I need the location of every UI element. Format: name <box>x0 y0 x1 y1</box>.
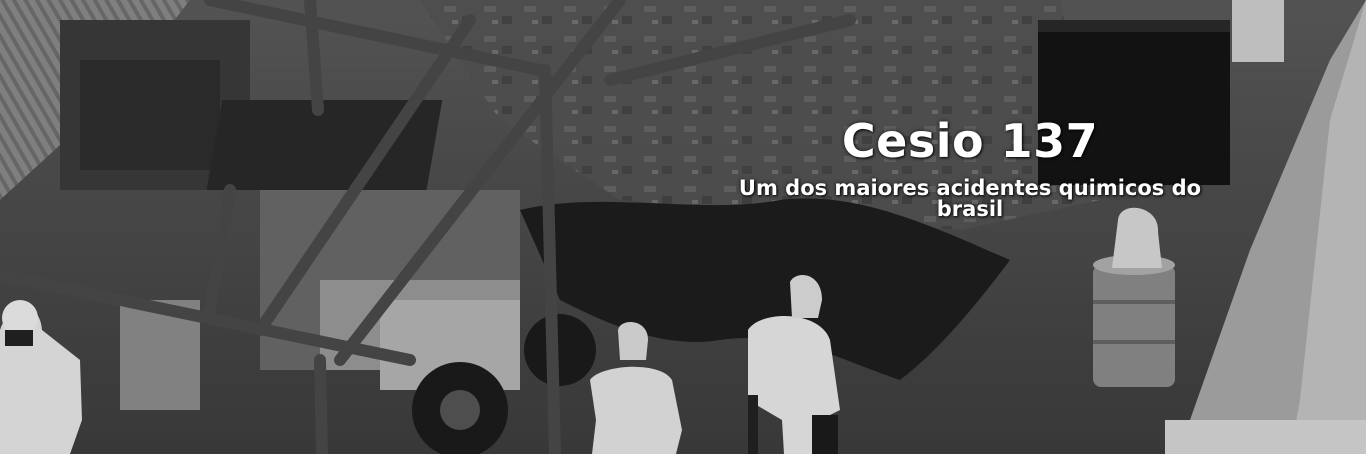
hero-subtitle: Um dos maiores acidentes quimicos do brasil <box>738 176 1202 221</box>
hero-caption <box>700 112 1240 220</box>
hero-title: Cesio 137 <box>841 114 1099 168</box>
